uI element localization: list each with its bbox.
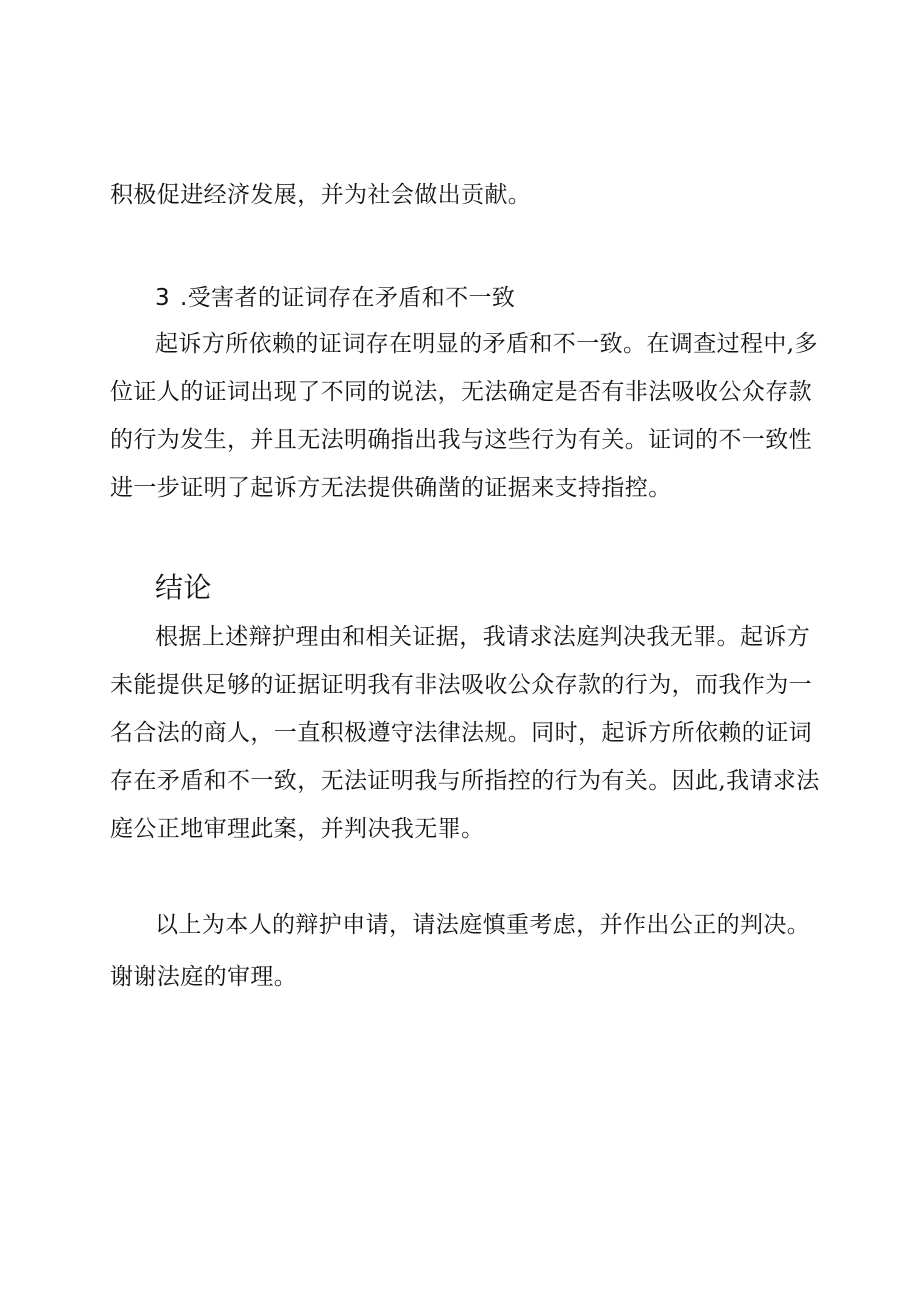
paragraph-line-text: 进一步证明了起诉方无法提供确凿的证据来支持指控。 (110, 475, 672, 501)
paragraph-line-text: 未能提供足够的证据证明我有非法吸收公众存款的行为，而我作为一 (110, 672, 812, 698)
continuation-text: 积极促进经济发展，并为社会做出贡献。 (110, 182, 532, 208)
closing-text: 以上为本人的辩护申请，请法庭慎重考虑，并作出公正的判决。 (155, 912, 811, 938)
closing-text: 谢谢法庭的审理。 (110, 964, 298, 990)
paragraph-line-text: 起诉方所依赖的证词存在明显的矛盾和不一致。在调查过程中,多 (155, 331, 818, 357)
conclusion-title: 结论 (155, 571, 212, 604)
section-3-number: 3 (155, 285, 171, 311)
section-3-title: .受害者的证词存在矛盾和不一致 (180, 285, 516, 311)
paragraph-line-text: 名合法的商人，一直积极遵守法律法规。同时，起诉方所依赖的证词 (110, 720, 812, 746)
paragraph-line-text: 的行为发生，并且无法明确指出我与这些行为有关。证词的不一致性 (110, 427, 812, 453)
paragraph-line-text: 存在矛盾和不一致，无法证明我与所指控的行为有关。因此,我请求法 (110, 768, 820, 794)
paragraph-line-text: 庭公正地审理此案，并判决我无罪。 (110, 816, 485, 842)
paragraph-line-text: 根据上述辩护理由和相关证据，我请求法庭判决我无罪。起诉方 (155, 624, 811, 650)
paragraph-line-text: 位证人的证词出现了不同的说法，无法确定是否有非法吸收公众存款 (110, 379, 812, 405)
